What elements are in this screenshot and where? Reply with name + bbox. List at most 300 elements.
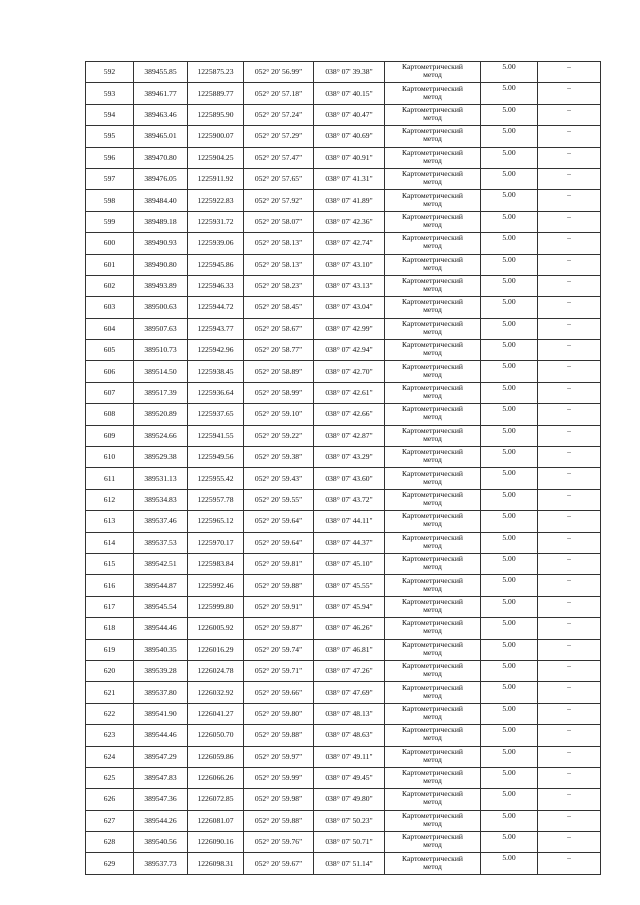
method-line-1: Картометрический bbox=[402, 147, 463, 157]
method-line-1: Картометрический bbox=[402, 511, 463, 521]
method-cell bbox=[385, 382, 481, 403]
longitude-cell: 038° 07' 40.91" bbox=[314, 147, 385, 168]
method-line-2: метод bbox=[423, 433, 442, 443]
longitude-cell: 038° 07' 42.87" bbox=[314, 425, 385, 446]
error-cell: 5.00 bbox=[481, 511, 538, 532]
point-number-cell: 629 bbox=[86, 853, 134, 874]
error-cell: 5.00 bbox=[481, 83, 538, 104]
error-cell: 5.00 bbox=[481, 596, 538, 617]
x-coordinate-cell: 389461.77 bbox=[134, 83, 188, 104]
longitude-cell: 038° 07' 40.47" bbox=[314, 104, 385, 125]
method-cell bbox=[385, 425, 481, 446]
y-coordinate-cell: 1225904.25 bbox=[188, 147, 244, 168]
note-cell: – bbox=[538, 682, 601, 703]
error-cell: 5.00 bbox=[481, 832, 538, 853]
note-cell: – bbox=[538, 361, 601, 382]
point-number-cell: 626 bbox=[86, 789, 134, 810]
longitude-cell: 038° 07' 41.89" bbox=[314, 190, 385, 211]
error-cell: 5.00 bbox=[481, 147, 538, 168]
latitude-cell: 052° 20' 58.23" bbox=[244, 275, 314, 296]
x-coordinate-cell: 389541.90 bbox=[134, 703, 188, 724]
y-coordinate-cell: 1225895.90 bbox=[188, 104, 244, 125]
x-coordinate-cell: 389544.46 bbox=[134, 725, 188, 746]
method-cell bbox=[385, 340, 481, 361]
method-line-2: метод bbox=[423, 177, 442, 187]
table-row bbox=[86, 596, 601, 617]
method-line-1: Картометрический bbox=[402, 596, 463, 606]
table-row bbox=[86, 382, 601, 403]
error-cell: 5.00 bbox=[481, 853, 538, 874]
x-coordinate-cell: 389524.66 bbox=[134, 425, 188, 446]
table-row bbox=[86, 725, 601, 746]
method-line-1: Картометрический bbox=[402, 832, 463, 842]
error-cell: 5.00 bbox=[481, 233, 538, 254]
point-number-cell: 609 bbox=[86, 425, 134, 446]
method-line-2: метод bbox=[423, 241, 442, 251]
x-coordinate-cell: 389465.01 bbox=[134, 126, 188, 147]
note-cell: – bbox=[538, 147, 601, 168]
x-coordinate-cell: 389507.63 bbox=[134, 318, 188, 339]
note-cell: – bbox=[538, 746, 601, 767]
x-coordinate-cell: 389547.83 bbox=[134, 767, 188, 788]
method-cell bbox=[385, 211, 481, 232]
latitude-cell: 052° 20' 59.88" bbox=[244, 810, 314, 831]
latitude-cell: 052° 20' 59.64" bbox=[244, 532, 314, 553]
method-cell bbox=[385, 682, 481, 703]
method-line-2: метод bbox=[423, 647, 442, 657]
latitude-cell: 052° 20' 59.91" bbox=[244, 596, 314, 617]
note-cell: – bbox=[538, 254, 601, 275]
method-cell bbox=[385, 596, 481, 617]
latitude-cell: 052° 20' 59.87" bbox=[244, 618, 314, 639]
method-line-1: Картометрический bbox=[402, 661, 463, 671]
method-line-2: метод bbox=[423, 70, 442, 80]
y-coordinate-cell: 1225943.77 bbox=[188, 318, 244, 339]
y-coordinate-cell: 1225911.92 bbox=[188, 168, 244, 189]
note-cell: – bbox=[538, 190, 601, 211]
error-cell: 5.00 bbox=[481, 275, 538, 296]
point-number-cell: 610 bbox=[86, 447, 134, 468]
y-coordinate-cell: 1225900.07 bbox=[188, 126, 244, 147]
method-line-2: метод bbox=[423, 562, 442, 572]
point-number-cell: 594 bbox=[86, 104, 134, 125]
method-line-1: Картометрический bbox=[402, 169, 463, 179]
method-line-2: метод bbox=[423, 348, 442, 358]
table-row bbox=[86, 639, 601, 660]
note-cell: – bbox=[538, 62, 601, 83]
method-cell bbox=[385, 532, 481, 553]
longitude-cell: 038° 07' 45.94" bbox=[314, 596, 385, 617]
point-number-cell: 623 bbox=[86, 725, 134, 746]
x-coordinate-cell: 389537.73 bbox=[134, 853, 188, 874]
note-cell: – bbox=[538, 297, 601, 318]
error-cell: 5.00 bbox=[481, 62, 538, 83]
method-line-1: Картометрический bbox=[402, 361, 463, 371]
method-line-1: Картометрический bbox=[402, 104, 463, 114]
method-cell bbox=[385, 404, 481, 425]
longitude-cell: 038° 07' 45.55" bbox=[314, 575, 385, 596]
y-coordinate-cell: 1225931.72 bbox=[188, 211, 244, 232]
error-cell: 5.00 bbox=[481, 190, 538, 211]
method-cell bbox=[385, 789, 481, 810]
method-cell bbox=[385, 62, 481, 83]
method-line-1: Картометрический bbox=[402, 810, 463, 820]
method-cell bbox=[385, 468, 481, 489]
table-row bbox=[86, 318, 601, 339]
longitude-cell: 038° 07' 50.71" bbox=[314, 832, 385, 853]
method-line-2: метод bbox=[423, 198, 442, 208]
method-cell bbox=[385, 767, 481, 788]
method-line-2: метод bbox=[423, 776, 442, 786]
latitude-cell: 052° 20' 57.92" bbox=[244, 190, 314, 211]
note-cell: – bbox=[538, 660, 601, 681]
method-line-1: Картометрический bbox=[402, 383, 463, 393]
longitude-cell: 038° 07' 43.29" bbox=[314, 447, 385, 468]
y-coordinate-cell: 1225922.83 bbox=[188, 190, 244, 211]
method-line-2: метод bbox=[423, 112, 442, 122]
y-coordinate-cell: 1226041.27 bbox=[188, 703, 244, 724]
x-coordinate-cell: 389544.87 bbox=[134, 575, 188, 596]
latitude-cell: 052° 20' 59.55" bbox=[244, 489, 314, 510]
y-coordinate-cell: 1225944.72 bbox=[188, 297, 244, 318]
longitude-cell: 038° 07' 49.11" bbox=[314, 746, 385, 767]
latitude-cell: 052° 20' 59.64" bbox=[244, 511, 314, 532]
x-coordinate-cell: 389490.80 bbox=[134, 254, 188, 275]
method-line-2: метод bbox=[423, 733, 442, 743]
method-cell bbox=[385, 126, 481, 147]
note-cell: – bbox=[538, 425, 601, 446]
note-cell: – bbox=[538, 532, 601, 553]
method-cell bbox=[385, 104, 481, 125]
longitude-cell: 038° 07' 44.37" bbox=[314, 532, 385, 553]
longitude-cell: 038° 07' 42.94" bbox=[314, 340, 385, 361]
x-coordinate-cell: 389544.26 bbox=[134, 810, 188, 831]
y-coordinate-cell: 1226090.16 bbox=[188, 832, 244, 853]
longitude-cell: 038° 07' 40.69" bbox=[314, 126, 385, 147]
point-number-cell: 606 bbox=[86, 361, 134, 382]
point-number-cell: 597 bbox=[86, 168, 134, 189]
note-cell: – bbox=[538, 318, 601, 339]
y-coordinate-cell: 1225999.80 bbox=[188, 596, 244, 617]
note-cell: – bbox=[538, 767, 601, 788]
method-cell bbox=[385, 147, 481, 168]
y-coordinate-cell: 1225941.55 bbox=[188, 425, 244, 446]
latitude-cell: 052° 20' 58.77" bbox=[244, 340, 314, 361]
note-cell: – bbox=[538, 233, 601, 254]
note-cell: – bbox=[538, 618, 601, 639]
method-line-1: Картометрический bbox=[402, 639, 463, 649]
table-row bbox=[86, 553, 601, 574]
method-cell bbox=[385, 703, 481, 724]
method-line-1: Картометрический bbox=[402, 211, 463, 221]
table-row bbox=[86, 361, 601, 382]
latitude-cell: 052° 20' 58.67" bbox=[244, 318, 314, 339]
method-line-1: Картометрический bbox=[402, 554, 463, 564]
point-number-cell: 613 bbox=[86, 511, 134, 532]
longitude-cell: 038° 07' 48.63" bbox=[314, 725, 385, 746]
note-cell: – bbox=[538, 489, 601, 510]
table-row bbox=[86, 168, 601, 189]
longitude-cell: 038° 07' 49.80" bbox=[314, 789, 385, 810]
x-coordinate-cell: 389520.89 bbox=[134, 404, 188, 425]
method-cell bbox=[385, 361, 481, 382]
table-row bbox=[86, 618, 601, 639]
table-row bbox=[86, 297, 601, 318]
point-number-cell: 603 bbox=[86, 297, 134, 318]
x-coordinate-cell: 389493.89 bbox=[134, 275, 188, 296]
longitude-cell: 038° 07' 40.15" bbox=[314, 83, 385, 104]
y-coordinate-cell: 1225939.06 bbox=[188, 233, 244, 254]
error-cell: 5.00 bbox=[481, 746, 538, 767]
method-line-1: Картометрический bbox=[402, 340, 463, 350]
latitude-cell: 052° 20' 57.47" bbox=[244, 147, 314, 168]
x-coordinate-cell: 389537.80 bbox=[134, 682, 188, 703]
method-line-2: метод bbox=[423, 391, 442, 401]
table-row bbox=[86, 211, 601, 232]
longitude-cell: 038° 07' 46.26" bbox=[314, 618, 385, 639]
method-cell bbox=[385, 725, 481, 746]
method-line-1: Картометрический bbox=[402, 297, 463, 307]
method-cell bbox=[385, 83, 481, 104]
y-coordinate-cell: 1226072.85 bbox=[188, 789, 244, 810]
y-coordinate-cell: 1226005.92 bbox=[188, 618, 244, 639]
error-cell: 5.00 bbox=[481, 618, 538, 639]
note-cell: – bbox=[538, 340, 601, 361]
method-cell bbox=[385, 575, 481, 596]
error-cell: 5.00 bbox=[481, 767, 538, 788]
table-row bbox=[86, 340, 601, 361]
table-row bbox=[86, 575, 601, 596]
method-line-2: метод bbox=[423, 262, 442, 272]
method-line-2: метод bbox=[423, 155, 442, 165]
note-cell: – bbox=[538, 596, 601, 617]
longitude-cell: 038° 07' 43.13" bbox=[314, 275, 385, 296]
x-coordinate-cell: 389529.38 bbox=[134, 447, 188, 468]
point-number-cell: 608 bbox=[86, 404, 134, 425]
x-coordinate-cell: 389510.73 bbox=[134, 340, 188, 361]
note-cell: – bbox=[538, 168, 601, 189]
table-row bbox=[86, 104, 601, 125]
latitude-cell: 052° 20' 58.13" bbox=[244, 233, 314, 254]
point-number-cell: 617 bbox=[86, 596, 134, 617]
latitude-cell: 052° 20' 59.67" bbox=[244, 853, 314, 874]
point-number-cell: 614 bbox=[86, 532, 134, 553]
method-cell bbox=[385, 275, 481, 296]
latitude-cell: 052° 20' 59.43" bbox=[244, 468, 314, 489]
point-number-cell: 616 bbox=[86, 575, 134, 596]
method-line-1: Картометрический bbox=[402, 682, 463, 692]
method-line-2: метод bbox=[423, 711, 442, 721]
error-cell: 5.00 bbox=[481, 126, 538, 147]
method-line-2: метод bbox=[423, 604, 442, 614]
latitude-cell: 052° 20' 59.66" bbox=[244, 682, 314, 703]
table-row bbox=[86, 832, 601, 853]
y-coordinate-cell: 1225983.84 bbox=[188, 553, 244, 574]
latitude-cell: 052° 20' 59.81" bbox=[244, 553, 314, 574]
latitude-cell: 052° 20' 57.18" bbox=[244, 83, 314, 104]
latitude-cell: 052° 20' 59.99" bbox=[244, 767, 314, 788]
latitude-cell: 052° 20' 58.99" bbox=[244, 382, 314, 403]
longitude-cell: 038° 07' 47.26" bbox=[314, 660, 385, 681]
point-number-cell: 596 bbox=[86, 147, 134, 168]
table-row bbox=[86, 660, 601, 681]
method-cell bbox=[385, 168, 481, 189]
table-row bbox=[86, 190, 601, 211]
latitude-cell: 052° 20' 58.13" bbox=[244, 254, 314, 275]
latitude-cell: 052° 20' 59.74" bbox=[244, 639, 314, 660]
x-coordinate-cell: 389490.93 bbox=[134, 233, 188, 254]
y-coordinate-cell: 1225970.17 bbox=[188, 532, 244, 553]
longitude-cell: 038° 07' 46.81" bbox=[314, 639, 385, 660]
note-cell: – bbox=[538, 511, 601, 532]
method-line-2: метод bbox=[423, 498, 442, 507]
x-coordinate-cell: 389547.29 bbox=[134, 746, 188, 767]
x-coordinate-cell: 389476.05 bbox=[134, 168, 188, 189]
note-cell: – bbox=[538, 810, 601, 831]
x-coordinate-cell: 389539.28 bbox=[134, 660, 188, 681]
method-cell bbox=[385, 511, 481, 532]
y-coordinate-cell: 1226059.86 bbox=[188, 746, 244, 767]
error-cell: 5.00 bbox=[481, 382, 538, 403]
longitude-cell: 038° 07' 44.11" bbox=[314, 511, 385, 532]
y-coordinate-cell: 1225992.46 bbox=[188, 575, 244, 596]
error-cell: 5.00 bbox=[481, 447, 538, 468]
table-row bbox=[86, 703, 601, 724]
table-row bbox=[86, 126, 601, 147]
error-cell: 5.00 bbox=[481, 639, 538, 660]
method-line-1: Картометрический bbox=[402, 233, 463, 243]
error-cell: 5.00 bbox=[481, 682, 538, 703]
y-coordinate-cell: 1226066.26 bbox=[188, 767, 244, 788]
note-cell: – bbox=[538, 468, 601, 489]
latitude-cell: 052° 20' 56.99" bbox=[244, 62, 314, 83]
method-line-1: Картометрический bbox=[402, 768, 463, 778]
x-coordinate-cell: 389534.83 bbox=[134, 489, 188, 510]
note-cell: – bbox=[538, 275, 601, 296]
longitude-cell: 038° 07' 43.04" bbox=[314, 297, 385, 318]
point-number-cell: 624 bbox=[86, 746, 134, 767]
method-cell bbox=[385, 254, 481, 275]
method-line-1: Картометрический bbox=[402, 853, 463, 863]
latitude-cell: 052° 20' 59.76" bbox=[244, 832, 314, 853]
method-line-1: Картометрический bbox=[402, 83, 463, 93]
longitude-cell: 038° 07' 42.66" bbox=[314, 404, 385, 425]
y-coordinate-cell: 1225889.77 bbox=[188, 83, 244, 104]
method-line-2: метод bbox=[423, 476, 442, 486]
note-cell: – bbox=[538, 853, 601, 874]
y-coordinate-cell: 1225949.56 bbox=[188, 447, 244, 468]
note-cell: – bbox=[538, 211, 601, 232]
point-number-cell: 602 bbox=[86, 275, 134, 296]
latitude-cell: 052° 20' 59.88" bbox=[244, 725, 314, 746]
table-row bbox=[86, 62, 601, 83]
error-cell: 5.00 bbox=[481, 789, 538, 810]
method-line-1: Картометрический bbox=[402, 126, 463, 136]
x-coordinate-cell: 389542.51 bbox=[134, 553, 188, 574]
note-cell: – bbox=[538, 404, 601, 425]
longitude-cell: 038° 07' 48.13" bbox=[314, 703, 385, 724]
longitude-cell: 038° 07' 41.31" bbox=[314, 168, 385, 189]
x-coordinate-cell: 389537.53 bbox=[134, 532, 188, 553]
table-row bbox=[86, 853, 601, 874]
error-cell: 5.00 bbox=[481, 425, 538, 446]
error-cell: 5.00 bbox=[481, 404, 538, 425]
longitude-cell: 038° 07' 42.74" bbox=[314, 233, 385, 254]
longitude-cell: 038° 07' 43.10" bbox=[314, 254, 385, 275]
error-cell: 5.00 bbox=[481, 297, 538, 318]
table-row bbox=[86, 810, 601, 831]
method-cell bbox=[385, 318, 481, 339]
x-coordinate-cell: 389547.36 bbox=[134, 789, 188, 810]
latitude-cell: 052° 20' 58.07" bbox=[244, 211, 314, 232]
note-cell: – bbox=[538, 553, 601, 574]
note-cell: – bbox=[538, 104, 601, 125]
latitude-cell: 052° 20' 59.88" bbox=[244, 575, 314, 596]
x-coordinate-cell: 389545.54 bbox=[134, 596, 188, 617]
point-number-cell: 615 bbox=[86, 553, 134, 574]
error-cell: 5.00 bbox=[481, 725, 538, 746]
y-coordinate-cell: 1226024.78 bbox=[188, 660, 244, 681]
method-cell bbox=[385, 832, 481, 853]
method-line-1: Картометрический bbox=[402, 425, 463, 435]
latitude-cell: 052° 20' 59.71" bbox=[244, 660, 314, 681]
y-coordinate-cell: 1225965.12 bbox=[188, 511, 244, 532]
method-line-2: метод bbox=[423, 861, 442, 871]
point-number-cell: 607 bbox=[86, 382, 134, 403]
point-number-cell: 605 bbox=[86, 340, 134, 361]
note-cell: – bbox=[538, 575, 601, 596]
method-line-1: Картометрический bbox=[402, 447, 463, 457]
method-cell bbox=[385, 553, 481, 574]
method-line-2: метод bbox=[423, 284, 442, 294]
method-line-1: Картометрический bbox=[402, 190, 463, 200]
latitude-cell: 052° 20' 59.97" bbox=[244, 746, 314, 767]
error-cell: 5.00 bbox=[481, 660, 538, 681]
method-line-2: метод bbox=[423, 583, 442, 593]
table-row bbox=[86, 789, 601, 810]
x-coordinate-cell: 389537.46 bbox=[134, 511, 188, 532]
point-number-cell: 592 bbox=[86, 62, 134, 83]
coordinates-table bbox=[85, 61, 601, 875]
method-line-1: Картометрический bbox=[402, 532, 463, 542]
note-cell: – bbox=[538, 639, 601, 660]
x-coordinate-cell: 389531.13 bbox=[134, 468, 188, 489]
method-cell bbox=[385, 810, 481, 831]
method-cell bbox=[385, 297, 481, 318]
table-row bbox=[86, 532, 601, 553]
point-number-cell: 604 bbox=[86, 318, 134, 339]
latitude-cell: 052° 20' 57.29" bbox=[244, 126, 314, 147]
error-cell: 5.00 bbox=[481, 703, 538, 724]
method-cell bbox=[385, 746, 481, 767]
y-coordinate-cell: 1225955.42 bbox=[188, 468, 244, 489]
x-coordinate-cell: 389517.39 bbox=[134, 382, 188, 403]
method-line-1: Картометрический bbox=[402, 575, 463, 585]
method-line-1: Картометрический bbox=[402, 789, 463, 799]
error-cell: 5.00 bbox=[481, 318, 538, 339]
longitude-cell: 038° 07' 45.10" bbox=[314, 553, 385, 574]
latitude-cell: 052° 20' 59.98" bbox=[244, 789, 314, 810]
method-line-2: метод bbox=[423, 754, 442, 764]
longitude-cell: 038° 07' 50.23" bbox=[314, 810, 385, 831]
y-coordinate-cell: 1226032.92 bbox=[188, 682, 244, 703]
table-row bbox=[86, 254, 601, 275]
longitude-cell: 038° 07' 51.14" bbox=[314, 853, 385, 874]
method-line-2: метод bbox=[423, 305, 442, 315]
latitude-cell: 052° 20' 57.65" bbox=[244, 168, 314, 189]
table-row bbox=[86, 275, 601, 296]
method-line-1: Картометрический bbox=[402, 468, 463, 478]
